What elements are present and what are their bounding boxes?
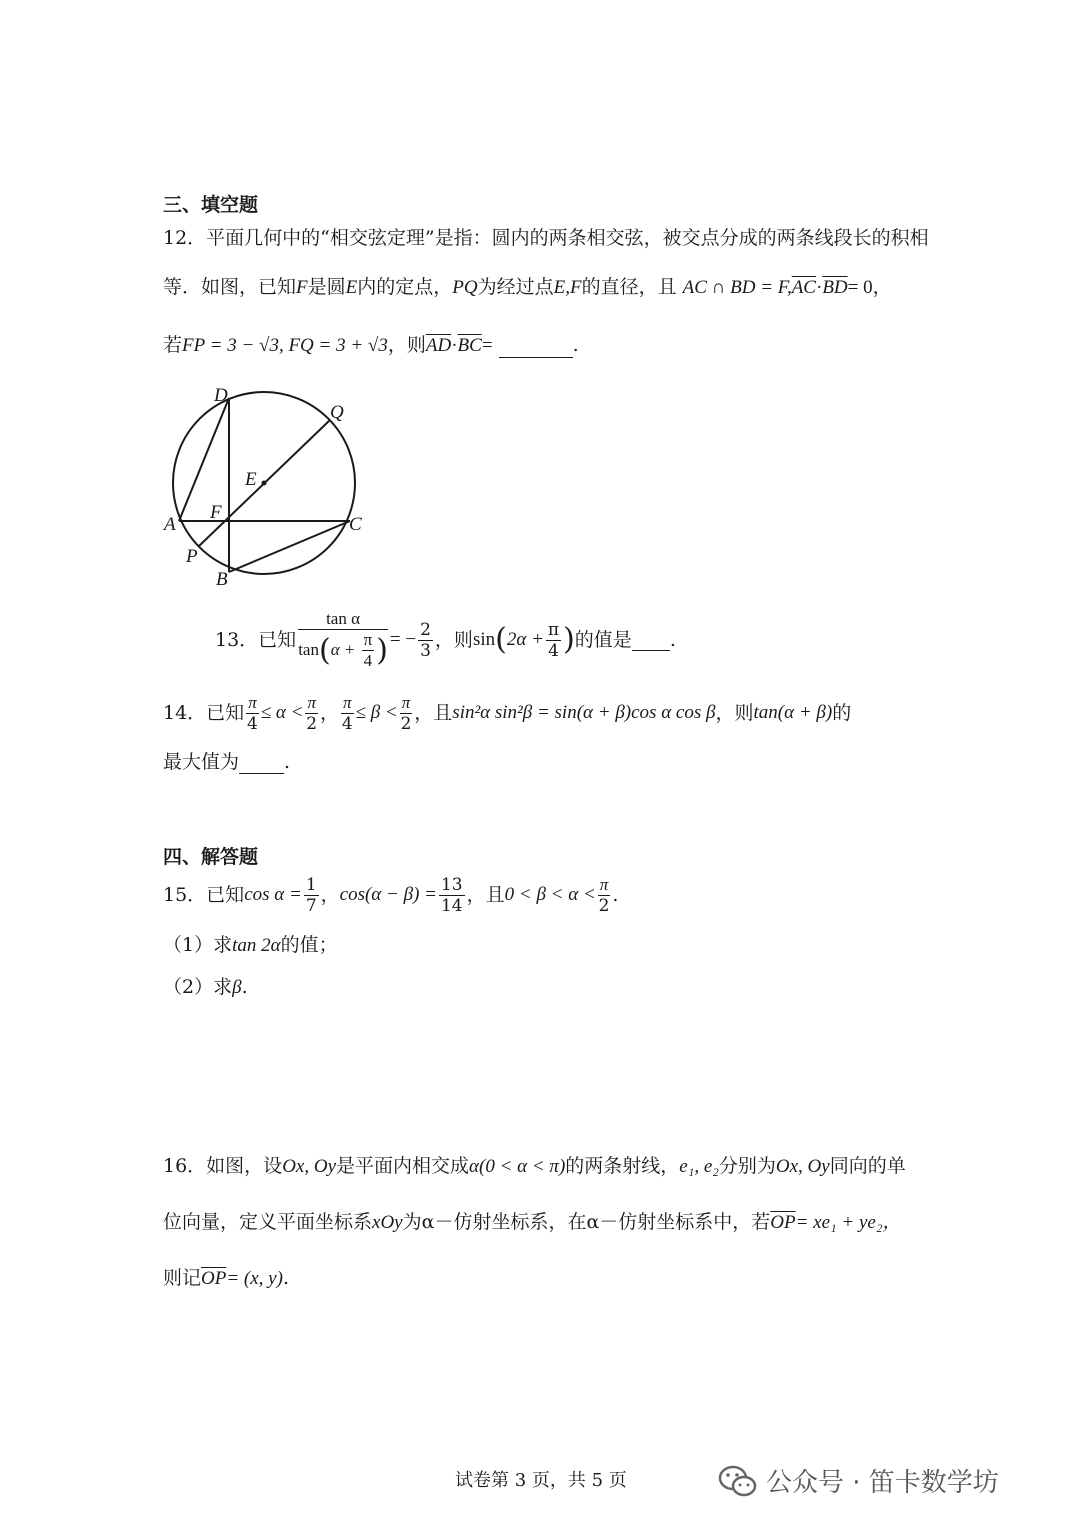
label-a: A	[164, 514, 176, 535]
q16-line2: 位向量，定义平面坐标系xOy为α－仿射坐标系，在α－仿射坐标系中，若$\overline{OP}= xe_1 + ye_2$，	[163, 1211, 902, 1233]
q12-line2: 等．如图，已知F是圆E内的定点，PQ为经过点E,F的直径，且 AC ∩ BD = $F,\overline{AC}\cdot\overline{BD}= 0$，	[163, 276, 892, 298]
q14-answer-blank	[239, 753, 284, 774]
q15-part2: （2）求β.	[163, 976, 248, 998]
label-b: B	[216, 569, 228, 590]
q12-line3: 若FP = 3 − √3, FQ = 3 + √3，则$\overline{AD}\cdot\overline{BC}=$ .	[163, 334, 579, 356]
label-q: Q	[330, 402, 344, 423]
q12-line1: 12．平面几何中的“相交弦定理”是指：圆内的两条相交弦，被交点分成的两条线段长的积相	[163, 227, 929, 249]
q13-answer-blank	[632, 630, 670, 651]
label-c: C	[349, 514, 362, 535]
label-f: F	[210, 502, 222, 523]
q15-line1: 15．已知 cos α = $\frac{1}{7}$ ， cos(α − β) = $\frac{13}{14}$ ，且 0 < β < α < $\frac{\pi}{2}$ .	[163, 874, 619, 916]
page-footer: 试卷第 3 页，共 5 页	[455, 1470, 627, 1491]
q14-line2: 最大值为 .	[163, 751, 291, 773]
q14-line1: 14．已知 $\frac{\pi}{4}$ ≤ α < $\frac{\pi}{2}$ ， $\frac{\pi}{4}$ ≤ β < $\frac{\pi}{2}$ ，且 sin²α sin²β = sin(α + β)cos α cos β ，则 tan(α + β) 的	[163, 692, 852, 734]
q13-fraction: tan α tan(α + $\frac{\pi}{4}$ )	[298, 608, 388, 671]
watermark: 公众号 · 笛卡数学坊	[718, 1462, 999, 1499]
point-e	[262, 481, 267, 486]
wechat-icon	[718, 1463, 758, 1499]
chord-figure	[158, 378, 378, 590]
q13: 13．已知 tan α tan(α + $\frac{\pi}{4}$ ) = − $\frac{2}{3}$ ，则 sin ( 2α + $\frac{\pi}{4}$ ) 的值是 .	[215, 608, 676, 671]
section-heading-fill-blank: 三、填空题	[163, 194, 259, 216]
section-heading-answer: 四、解答题	[163, 846, 259, 868]
label-p: P	[186, 546, 198, 567]
q12-answer-blank	[499, 337, 573, 358]
segment-bc	[229, 521, 350, 572]
label-d: D	[214, 385, 228, 406]
q16-line1: 16．如图，设Ox, Oy是平面内相交成α(0 < α < π)的两条射线，e₁, e₂分别为Ox, Oy同向的单	[163, 1155, 906, 1177]
q15-part1: （1）求tan 2α的值；	[163, 934, 338, 956]
q16-line3: 则记$\overline{OP}= (x$, y).	[163, 1267, 289, 1289]
label-e: E	[245, 469, 257, 490]
